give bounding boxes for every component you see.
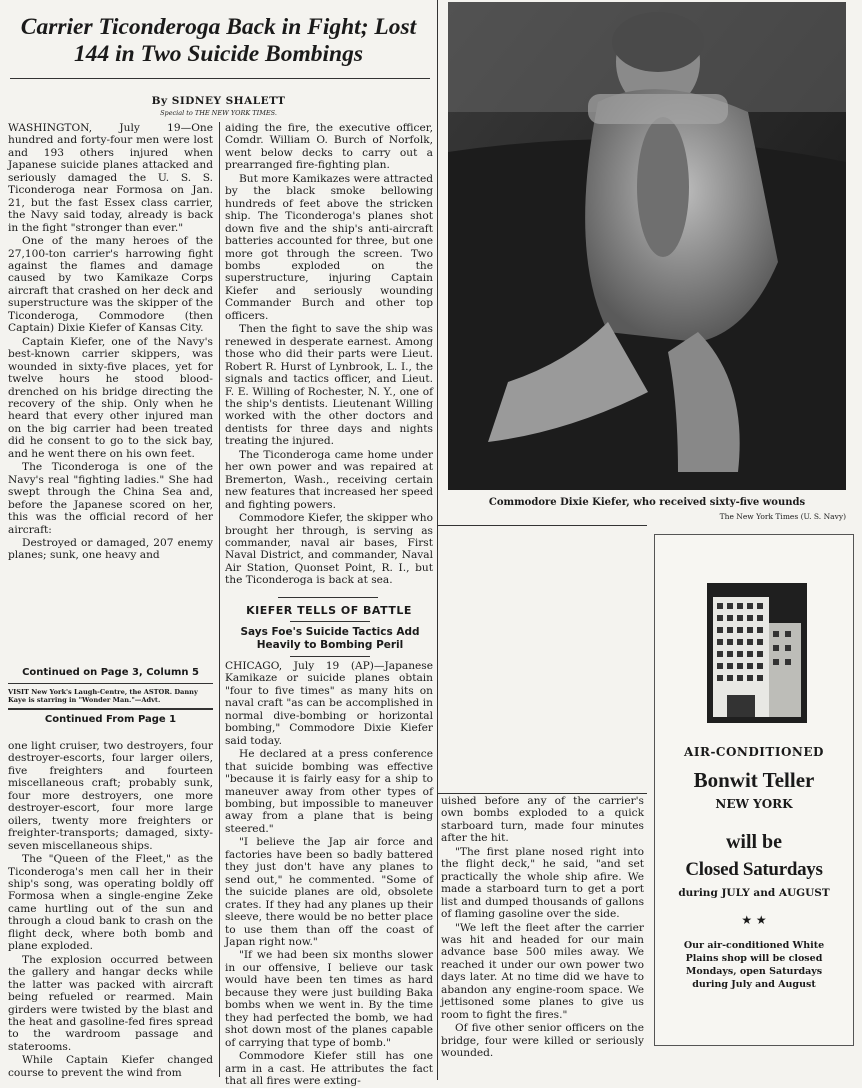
divider: [8, 708, 213, 710]
article-column-2-continued: [225, 660, 433, 1088]
ad-store-name: Bonwit Teller: [693, 768, 815, 792]
headline: Carrier Ticonderoga Back in Fight; Lost 144 in Two Suicide Bombings: [20, 14, 417, 67]
kiefer-photo: [448, 2, 846, 490]
paragraph: Captain Kiefer, one of the Navy's best-known carrier skippers, was wounded in sixty-five places, yet for twelve hours he stood blood-drenched on his bridge directing the recovery of the ship. Only when he heard that every other injured man on the big carrier had been treated did he consent to go to the sick bay, and he went there on his own feet.: [8, 335, 213, 460]
paragraph: The Ticonderoga is one of the Navy's real "fighting ladies." She had swept through the China Sea and, before the Japanese scored on her, this was the official record of her aircraft:: [8, 461, 213, 536]
photo-caption: Commodore Dixie Kiefer, who received sixty-five wounds: [488, 497, 806, 508]
article-column-1: [8, 122, 213, 563]
article-column-2: [225, 122, 433, 588]
paragraph: The "Queen of the Fleet," as the Ticonderoga's men call her in their ship's song, was operating boldly off Formosa when a single-engine Zeke came hurtling out of the sun and through a cloud bank to crash on the flight deck, where both bomb and plane exploded.: [8, 853, 213, 953]
ad-star-icons: ★ ★: [741, 913, 767, 927]
continued-note: Continued on Page 3, Column 5: [22, 667, 199, 678]
continued-from-note: Continued From Page 1: [44, 714, 177, 725]
paragraph: One of the many heroes of the 27,100-ton carrier's harrowing fight against the flames and damage caused by two Kamikaze Corps aircraft that crashed on her deck and superstructure was the skipper of the Ticonderoga, Commodore (then Captain) Dixie Kiefer of Kansas City.: [8, 235, 213, 335]
paragraph: aiding the fire, the executive officer, Comdr. William O. Burch of Norfolk, went below decks to carry out a prearranged fire-fighting plan.: [225, 122, 433, 172]
divider: [290, 656, 370, 657]
building-illustration: [707, 583, 807, 723]
headline-rule: [10, 78, 430, 79]
paragraph: He declared at a press conference that suicide bombing was effective "because it is fairly easy for a ship to maneuver away from other types of bombing, but impossible to maneuver away from a plane that is being steered.": [225, 748, 433, 835]
column-rule: [437, 0, 438, 1080]
paragraph: Commodore Kiefer still has one arm in a cast. He attributes the fact that all fires were exting-: [225, 1050, 433, 1087]
paragraph: While Captain Kiefer changed course to prevent the wind from: [8, 1054, 213, 1079]
paragraph: Then the fight to save the ship was renewed in desperate earnest. Among those who did their parts were Lieut. Robert R. Hurst of Lynbrook, L. I., the signals and tactics officer, and Lieut. F. E. Willing of Rochester, N. Y., one of the ship's dentists. Lieutenant Willing worked with the other doctors and dentists for three days and nights treating the injured.: [225, 323, 433, 448]
paragraph: The Ticonderoga came home under her own power and was repaired at Bremerton, Wash., receiving certain new features that increased her speed and fighting powers.: [225, 448, 433, 511]
ad-during: during JULY and AUGUST: [678, 887, 830, 899]
divider: [290, 621, 370, 622]
visit-advertisement: VISIT New York's Laugh-Centre, the ASTOR. Danny Kaye is starring in "Wonder Man."—Advt.: [8, 688, 198, 704]
byline: By SIDNEY SHALETT: [151, 95, 286, 107]
article-column-3: [441, 795, 644, 1061]
paragraph: CHICAGO, July 19 (AP)—Japanese Kamikaze or suicide planes obtain "four to five times" as many hits on naval craft "as can be accomplished in normal dive-bombing or horizontal bombing," Commodore Dixie Kiefer said today.: [225, 660, 433, 747]
photo-credit: The New York Times (U. S. Navy): [719, 512, 846, 521]
paragraph: Commodore Kiefer, the skipper who brought her through, is serving as commander, naval air bases, First Naval District, and commander, Naval Air Station, Quonset Point, R. I., but the Ticonderoga is back at sea.: [225, 512, 433, 587]
paragraph: one light cruiser, two destroyers, four destroyer-escorts, four larger oilers, five freighters and fourteen miscellaneous craft; probably sunk, four more destroyers, one more destroyer-escort, four more large oilers, twenty more freighters or freighter-transports; damaged, sixty-seven miscellaneous ships.: [8, 740, 213, 852]
kiefer-subheadline: KIEFER TELLS OF BATTLE: [246, 604, 412, 617]
ad-air-conditioned: AIR-CONDITIONED: [684, 745, 824, 759]
ad-city: NEW YORK: [715, 797, 793, 811]
divider: [8, 683, 213, 684]
paragraph: WASHINGTON, July 19—One hundred and forty-four men were lost and 193 others injured when Japanese suicide planes attacked and seriously damaged the U. S. S. Ticonderoga near Formosa on Jan. 21, but the fast Essex class carrier, the Navy said today, already is back in the fight "stronger than ever.": [8, 122, 213, 234]
article-column-1-continued: [8, 740, 213, 1080]
paragraph: uished before any of the carrier's own bombs exploded to a quick starboard turn, made four minutes after the hit.: [441, 795, 644, 845]
divider: [437, 793, 647, 794]
kiefer-deck: Says Foe's Suicide Tactics Add Heavily to Bombing Peril: [240, 626, 420, 651]
ad-closed-saturdays: Closed Saturdays: [685, 859, 823, 880]
paragraph: The explosion occurred between the gallery and hangar decks while the latter was packed with aircraft being refueled or rearmed. Main girders were twisted by the blast and the heat and gasoline-fed fires spread to the wardroom passage and staterooms.: [8, 953, 213, 1053]
divider: [278, 597, 378, 598]
special-credit: Special to THE NEW YORK TIMES.: [160, 109, 277, 117]
paragraph: Destroyed or damaged, 207 enemy planes; sunk, one heavy and: [8, 536, 213, 562]
ad-will-be: will be: [725, 831, 783, 853]
paragraph: "If we had been six months slower in our offensive, I believe our task would have been ten times as hard because they were just building Baka bombs when we went in. By the time they had perfected the bomb, we had shot down most of the planes capable of carrying that type of bomb.": [225, 949, 433, 1049]
photo-illustration: [448, 2, 846, 490]
paragraph: "The first plane nosed right into the flight deck," he said, "and set practically the whole ship afire. We made a starboard turn to get a port list and dumped thousands of gallons of flaming gasoline over the side.: [441, 845, 644, 921]
paragraph: Of five other senior officers on the bridge, four were killed or seriously wounded.: [441, 1022, 644, 1060]
bonwit-teller-ad: [654, 534, 854, 1046]
paragraph: "I believe the Jap air force and factories have been so badly battered they just don't have any planes to send out," he commented. "Some of the suicide planes are old, obsolete crates. If they had any planes up their sleeve, there would be no better place to use them than off the coast of Japan right now.": [225, 836, 433, 948]
column-rule: [219, 122, 220, 1077]
ad-note: Our air-conditioned White Plains shop will be closed Mondays, open Saturdays during July and August: [683, 940, 825, 990]
paragraph: But more Kamikazes were attracted by the black smoke bellowing hundreds of feet above the stricken ship. The Ticonderoga's planes shot down five and the ship's anti-aircraft batteries accounted for three, but one more got through the screen. Two bombs exploded on the superstructure, injuring Captain Kiefer and seriously wounding Commander Burch and other top officers.: [225, 172, 433, 322]
divider: [437, 525, 647, 526]
paragraph: "We left the fleet after the carrier was hit and headed for our main advance base 500 miles away. We reached it under our own power two days later. At no time did we have to abandon any engine-room space. We jettisoned some planes to give us room to fight the fires.": [441, 921, 644, 1021]
